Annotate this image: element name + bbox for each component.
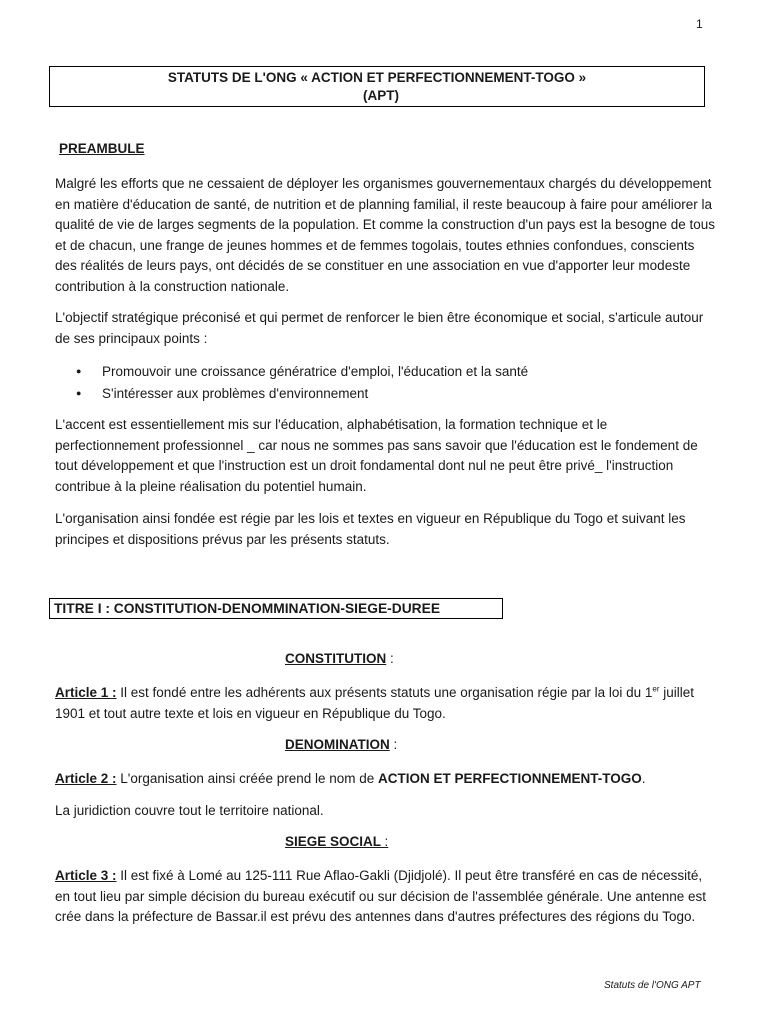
colon: : <box>393 737 398 752</box>
colon: : <box>384 834 389 849</box>
juridiction-text: La juridiction couvre tout le territoire national. <box>55 803 324 818</box>
article-1-text-b: juillet 1901 et tout autre texte et lois en vigueur en République du Togo. <box>55 685 695 721</box>
title-line-2: (APT) <box>363 88 399 103</box>
article-3-label: Article 3 : <box>55 868 117 883</box>
siege-social-heading <box>285 834 388 849</box>
page-number: 1 <box>696 17 703 31</box>
colon: : <box>390 651 394 666</box>
page-footer: Statuts de l'ONG APT <box>604 980 701 991</box>
article-3 <box>55 866 715 928</box>
title-line-1: STATUTS DE L'ONG « ACTION ET PERFECTIONNEMENT-TOGO » <box>167 70 587 85</box>
article-2-label: Article 2 : <box>55 771 117 786</box>
siege-social-label: SIEGE SOCIAL <box>285 834 385 849</box>
article-2 <box>55 769 715 790</box>
constitution-heading <box>285 651 394 666</box>
denomination-label: DENOMINATION <box>285 737 390 752</box>
preamble-paragraph-1: Malgré les efforts que ne cessaient de déployer les organismes gouvernementaux chargés du développement en matière d'éducation de santé, de nutrition et de planning familial, il reste beaucoup à faire pour améliorer la qualité de vie de larges segments de la population. Et comme la construction d'un pays est la besogne de tous et de chacun, une frange de jeunes hommes et de femmes togolais, toutes ethnies confondues, conscients des réalités de leurs pays, ont décidés de se constituer en une association en vue d'apporter leur modeste contribution à la construction nationale. <box>55 176 715 294</box>
titre-1-heading: TITRE I : CONSTITUTION-DENOMMINATION-SIEGE-DUREE <box>49 598 503 619</box>
article-1-superscript: er <box>652 684 660 694</box>
denomination-heading <box>285 737 397 752</box>
article-1-label: Article 1 : <box>55 685 117 700</box>
objectives-list <box>55 361 715 404</box>
preamble-paragraph-3: L'accent est essentiellement mis sur l'éducation, alphabétisation, la formation technique et le perfectionnement professionnel _ car nous ne sommes pas sans savoir que l'éducation est le fondement de tout développement et que l'instruction est un droit fondamental dont nul ne peut être privé_ l'instruction contribue à la pleine réalisation du potentiel humain. <box>55 417 698 494</box>
constitution-label: CONSTITUTION <box>285 651 387 666</box>
document-title <box>49 66 705 107</box>
article-2-text: L'organisation ainsi créée prend le nom de <box>116 771 379 786</box>
article-1 <box>55 683 715 724</box>
list-item: ● S'intéresser aux problèmes d'environnement <box>55 383 715 405</box>
article-1-text-a: Il est fondé entre les adhérents aux présents statuts une organisation régie par la loi du 1 <box>116 685 653 700</box>
article-3-text: Il est fixé à Lomé au 125-111 Rue Aflao-Gakli (Djidjolé). Il peut être transféré en cas de nécessité, en tout lieu par simple décision du bureau exécutif ou sur décision de l'assemblée générale. Une antenne est crée dans la préfecture de Bassar.il est prévu des antennes dans d'autres préfectures des régions du Togo. <box>55 868 706 924</box>
preamble-heading: PREAMBULE <box>59 141 145 156</box>
preamble-paragraph-4: L'organisation ainsi fondée est régie par les lois et textes en vigueur en République du Togo et suivant les principes et dispositions prévus par les présents statuts. <box>55 511 686 547</box>
article-2-end: . <box>641 771 646 786</box>
preamble-paragraph-2: L'objectif stratégique préconisé et qui permet de renforcer le bien être économique et social, s'articule autour de ses principaux points : <box>55 310 704 346</box>
list-item: ● Promouvoir une croissance génératrice d'emploi, l'éducation et la santé <box>55 361 715 383</box>
organisation-name: ACTION ET PERFECTIONNEMENT-TOGO <box>378 771 642 786</box>
